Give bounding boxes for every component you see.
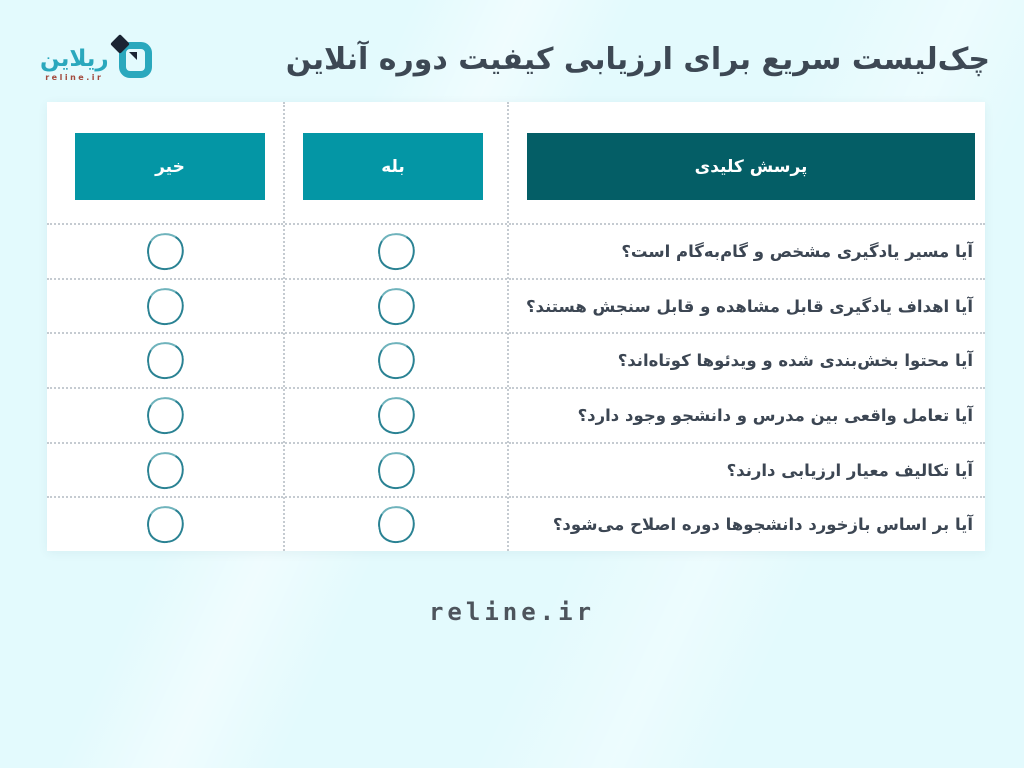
question-text: آیا مسیر یادگیری مشخص و گام‌به‌گام است؟ — [509, 223, 985, 278]
yes-rows — [285, 223, 507, 551]
table-row — [285, 442, 507, 497]
logo-domain-text: reline.ir — [45, 73, 104, 82]
column-yes — [283, 102, 507, 551]
column-no — [47, 102, 283, 551]
yes-checkbox-circle[interactable] — [375, 339, 418, 382]
question-text: آیا محتوا بخش‌بندی شده و ویدئوها کوتاه‌اند؟ — [509, 332, 985, 387]
logo-text-stack — [40, 48, 109, 82]
table-row — [285, 332, 507, 387]
pen-nib-square-icon — [112, 36, 154, 82]
table-row — [47, 496, 283, 551]
table-row — [285, 278, 507, 333]
column-header-question: پرسش کلیدی — [527, 133, 975, 200]
no-checkbox-circle[interactable] — [144, 503, 187, 546]
footer-domain-text: reline.ir — [428, 598, 596, 626]
no-checkbox-circle[interactable] — [144, 394, 187, 437]
question-rows — [509, 223, 985, 551]
yes-header-zone — [285, 102, 507, 223]
question-text: آیا بر اساس بازخورد دانشجوها دوره اصلاح می‌شود؟ — [509, 496, 985, 551]
no-checkbox-circle[interactable] — [144, 285, 187, 328]
question-header-zone — [509, 102, 985, 223]
question-text: آیا تکالیف معیار ارزیابی دارند؟ — [509, 442, 985, 497]
question-text: آیا اهداف یادگیری قابل مشاهده و قابل سنجش هستند؟ — [509, 278, 985, 333]
no-header-zone — [47, 102, 283, 223]
page-title: چک‌لیست سریع برای ارزیابی کیفیت دوره آنلاین — [285, 42, 990, 77]
yes-checkbox-circle[interactable] — [375, 394, 418, 437]
table-row — [47, 332, 283, 387]
table-row — [47, 223, 283, 278]
column-header-no: خیر — [75, 133, 265, 200]
reline-logo — [40, 36, 154, 82]
table-row — [47, 442, 283, 497]
logo-pen-nib-triangle — [129, 52, 137, 60]
no-checkbox-circle[interactable] — [144, 230, 187, 273]
logo-wordmark: ریلاین — [40, 46, 109, 72]
checklist-card — [47, 102, 985, 551]
no-checkbox-circle[interactable] — [144, 449, 187, 492]
no-rows — [47, 223, 283, 551]
yes-checkbox-circle[interactable] — [375, 230, 418, 273]
table-row — [285, 387, 507, 442]
table-row — [285, 223, 507, 278]
column-header-yes: بله — [303, 133, 483, 200]
yes-checkbox-circle[interactable] — [375, 285, 418, 328]
question-text: آیا تعامل واقعی بین مدرس و دانشجو وجود دارد؟ — [509, 387, 985, 442]
column-questions — [507, 102, 985, 551]
yes-checkbox-circle[interactable] — [375, 449, 418, 492]
table-row — [285, 496, 507, 551]
table-row — [47, 278, 283, 333]
yes-checkbox-circle[interactable] — [375, 503, 418, 546]
no-checkbox-circle[interactable] — [144, 339, 187, 382]
table-row — [47, 387, 283, 442]
